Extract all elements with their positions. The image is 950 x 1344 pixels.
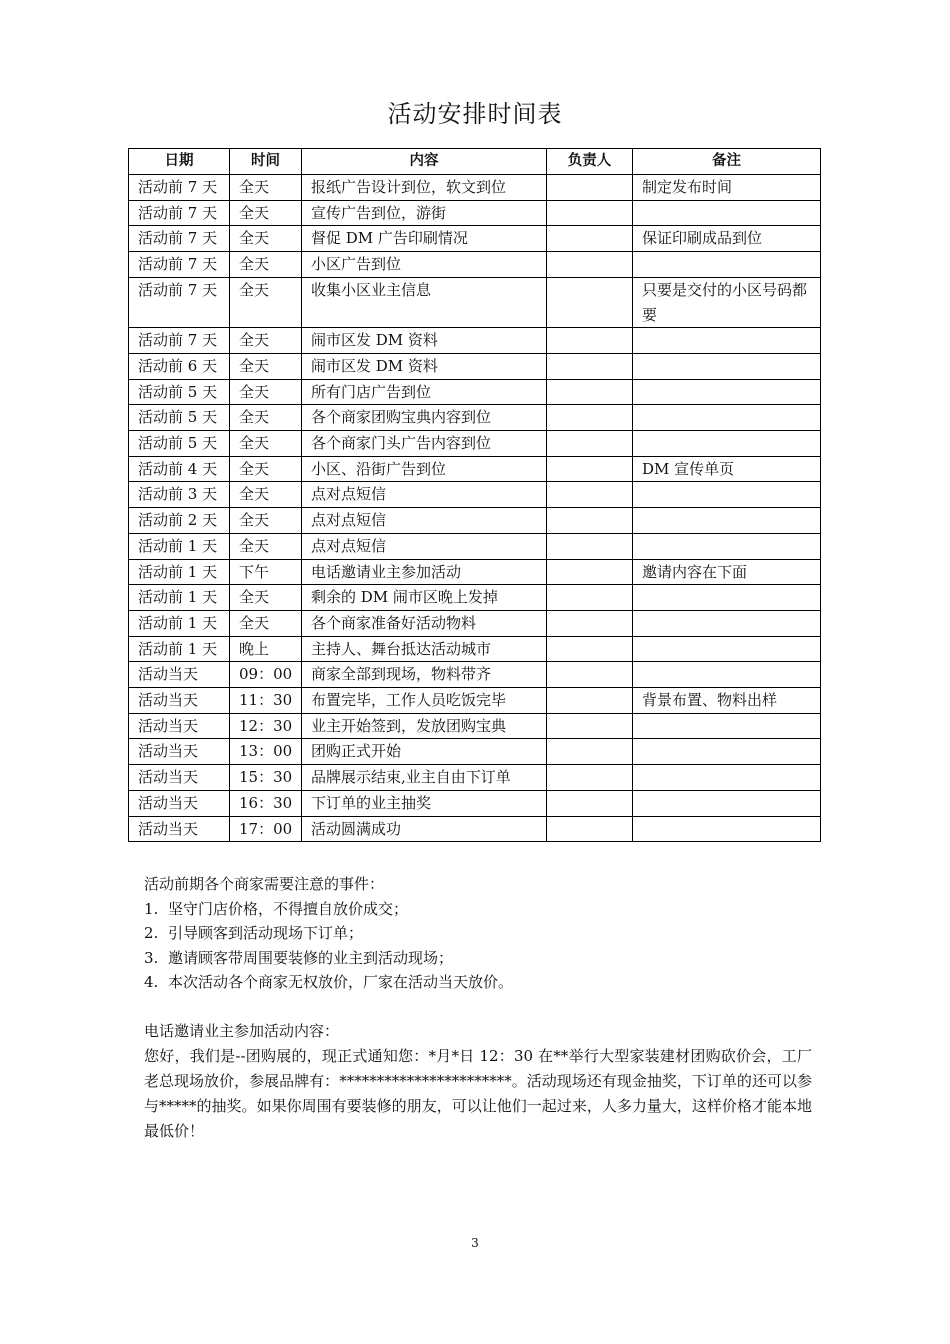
cell-owner [547,431,633,457]
cell-note [633,790,821,816]
cell-date: 活动当天 [129,662,230,688]
cell-content: 闹市区发 DM 资料 [302,353,547,379]
cell-time: 全天 [230,175,302,201]
cell-owner [547,765,633,791]
cell-note: 背景布置、物料出样 [633,688,821,714]
cell-owner [547,585,633,611]
cell-date: 活动前 3 天 [129,482,230,508]
header-time: 时间 [230,149,302,175]
cell-owner [547,713,633,739]
cell-content: 所有门店广告到位 [302,379,547,405]
cell-date: 活动当天 [129,739,230,765]
cell-content: 小区、沿街广告到位 [302,456,547,482]
cell-owner [547,816,633,842]
cell-note: DM 宣传单页 [633,456,821,482]
cell-content: 点对点短信 [302,533,547,559]
cell-content: 督促 DM 广告印刷情况 [302,226,547,252]
cell-note [633,739,821,765]
cell-owner [547,175,633,201]
cell-owner [547,482,633,508]
page-title: 活动安排时间表 [387,100,563,128]
cell-note: 制定发布时间 [633,175,821,201]
table-row [129,585,821,611]
table-row [129,431,821,457]
table-header-row [129,149,821,175]
cell-time: 下午 [230,559,302,585]
cell-time: 13：00 [230,739,302,765]
cell-note [633,662,821,688]
table-row [129,790,821,816]
list-item-text: 邀请顾客带周围要装修的业主到活动现场； [168,948,454,967]
cell-content: 宣传广告到位，游街 [302,200,547,226]
cell-date: 活动前 7 天 [129,277,230,327]
cell-date: 活动前 5 天 [129,431,230,457]
table-row [129,713,821,739]
cell-date: 活动前 7 天 [129,252,230,278]
cell-owner [547,277,633,327]
cell-content: 下订单的业主抽奖 [302,790,547,816]
cell-content: 业主开始签到，发放团购宝典 [302,713,547,739]
notes-heading: 活动前期各个商家需要注意的事件： [144,875,385,893]
table-row [129,252,821,278]
cell-owner [547,559,633,585]
cell-owner [547,353,633,379]
cell-owner [547,688,633,714]
cell-time: 全天 [230,533,302,559]
table-row [129,816,821,842]
cell-content: 布置完毕，工作人员吃饭完毕 [302,688,547,714]
cell-date: 活动前 1 天 [129,533,230,559]
cell-time: 全天 [230,200,302,226]
cell-time: 全天 [230,252,302,278]
table-row [129,353,821,379]
invitation-script [144,1019,812,1144]
cell-date: 活动前 4 天 [129,456,230,482]
list-item [144,946,814,971]
cell-time: 全天 [230,277,302,327]
cell-content: 点对点短信 [302,508,547,534]
cell-time: 17：00 [230,816,302,842]
cell-note [633,636,821,662]
list-item-text: 引导顾客到活动现场下订单； [168,924,364,942]
cell-date: 活动当天 [129,765,230,791]
cell-content: 点对点短信 [302,482,547,508]
cell-content: 剩余的 DM 闹市区晚上发掉 [302,585,547,611]
cell-note [633,533,821,559]
invite-heading: 电话邀请业主参加活动内容： [144,1022,340,1040]
cell-time: 全天 [230,610,302,636]
cell-time: 全天 [230,226,302,252]
cell-date: 活动前 6 天 [129,353,230,379]
cell-date: 活动当天 [129,790,230,816]
cell-time: 全天 [230,431,302,457]
cell-note [633,585,821,611]
cell-time: 全天 [230,508,302,534]
cell-content: 各个商家团购宝典内容到位 [302,405,547,431]
cell-note [633,379,821,405]
cell-date: 活动前 1 天 [129,610,230,636]
cell-time: 全天 [230,328,302,354]
table-row [129,508,821,534]
table-row [129,379,821,405]
cell-owner [547,636,633,662]
cell-note [633,765,821,791]
cell-note [633,405,821,431]
table-row [129,533,821,559]
table-row [129,175,821,201]
cell-date: 活动前 7 天 [129,175,230,201]
table-row [129,559,821,585]
cell-date: 活动当天 [129,713,230,739]
cell-content: 小区广告到位 [302,252,547,278]
cell-date: 活动当天 [129,816,230,842]
cell-time: 全天 [230,482,302,508]
cell-content: 商家全部到现场，物料带齐 [302,662,547,688]
list-item-text: 坚守门店价格，不得擅自放价成交； [168,899,409,918]
list-item-number: 1. [144,899,159,918]
cell-date: 活动当天 [129,688,230,714]
cell-note [633,431,821,457]
table-row [129,277,821,327]
cell-date: 活动前 2 天 [129,508,230,534]
cell-owner [547,533,633,559]
cell-owner [547,379,633,405]
cell-owner [547,200,633,226]
cell-content: 品牌展示结束,业主自由下订单 [302,765,547,791]
cell-note: 邀请内容在下面 [633,559,821,585]
cell-note [633,200,821,226]
table-row [129,765,821,791]
table-row [129,482,821,508]
cell-owner [547,790,633,816]
table-row [129,662,821,688]
cell-content: 活动圆满成功 [302,816,547,842]
cell-time: 12：30 [230,713,302,739]
cell-content: 报纸广告设计到位，软文到位 [302,175,547,201]
cell-content: 各个商家准备好活动物料 [302,610,547,636]
cell-date: 活动前 1 天 [129,636,230,662]
cell-note [633,508,821,534]
cell-time: 全天 [230,405,302,431]
cell-note [633,328,821,354]
table-row [129,688,821,714]
cell-time: 全天 [230,379,302,405]
notes-list [144,897,814,995]
list-item [144,921,814,946]
table-row [129,200,821,226]
table-row [129,739,821,765]
header-content: 内容 [302,149,547,175]
header-owner: 负责人 [547,149,633,175]
list-item-text: 本次活动各个商家无权放价，厂家在活动当天放价。 [168,973,514,991]
table-row [129,456,821,482]
cell-date: 活动前 7 天 [129,200,230,226]
cell-owner [547,226,633,252]
cell-owner [547,252,633,278]
cell-note: 保证印刷成品到位 [633,226,821,252]
cell-owner [547,328,633,354]
table-row [129,328,821,354]
cell-time: 晚上 [230,636,302,662]
merchant-notes [144,872,814,995]
cell-date: 活动前 1 天 [129,559,230,585]
cell-date: 活动前 1 天 [129,585,230,611]
list-item-number: 2. [144,924,159,942]
cell-content: 主持人、舞台抵达活动城市 [302,636,547,662]
table-row [129,636,821,662]
cell-note [633,252,821,278]
cell-note [633,713,821,739]
cell-time: 15：30 [230,765,302,791]
cell-note: 只要是交付的小区号码都要 [633,277,821,327]
cell-note [633,482,821,508]
cell-note [633,610,821,636]
header-note: 备注 [633,149,821,175]
cell-owner [547,508,633,534]
table-row [129,226,821,252]
cell-note [633,353,821,379]
page-number: 3 [471,1236,479,1250]
cell-content: 团购正式开始 [302,739,547,765]
table-row [129,405,821,431]
cell-date: 活动前 7 天 [129,226,230,252]
cell-time: 16：30 [230,790,302,816]
list-item-number: 3. [144,948,159,967]
cell-time: 全天 [230,456,302,482]
schedule-table [128,148,821,842]
cell-owner [547,739,633,765]
cell-owner [547,662,633,688]
list-item [144,897,814,922]
list-item [144,970,814,995]
cell-date: 活动前 5 天 [129,405,230,431]
cell-owner [547,610,633,636]
cell-owner [547,456,633,482]
invite-body: 您好，我们是--团购展的，现正式通知您：*月*日 12：30 在**举行大型家装建材团购砍价会，工厂老总现场放价，参展品牌有：***********************。活动现场还有现金抽奖，下订单的还可以参与*****的抽奖。如果你周围有要装修的朋友，可以让他们一起过来，人多力量大，这样价格才能本地最低价！ [144,1047,812,1140]
list-item-number: 4. [144,973,159,991]
cell-time: 全天 [230,353,302,379]
table-row [129,610,821,636]
cell-content: 收集小区业主信息 [302,277,547,327]
cell-content: 电话邀请业主参加活动 [302,559,547,585]
cell-content: 闹市区发 DM 资料 [302,328,547,354]
cell-time: 09：00 [230,662,302,688]
cell-time: 11：30 [230,688,302,714]
cell-owner [547,405,633,431]
cell-content: 各个商家门头广告内容到位 [302,431,547,457]
cell-time: 全天 [230,585,302,611]
cell-note [633,816,821,842]
cell-date: 活动前 5 天 [129,379,230,405]
cell-date: 活动前 7 天 [129,328,230,354]
header-date: 日期 [129,149,230,175]
